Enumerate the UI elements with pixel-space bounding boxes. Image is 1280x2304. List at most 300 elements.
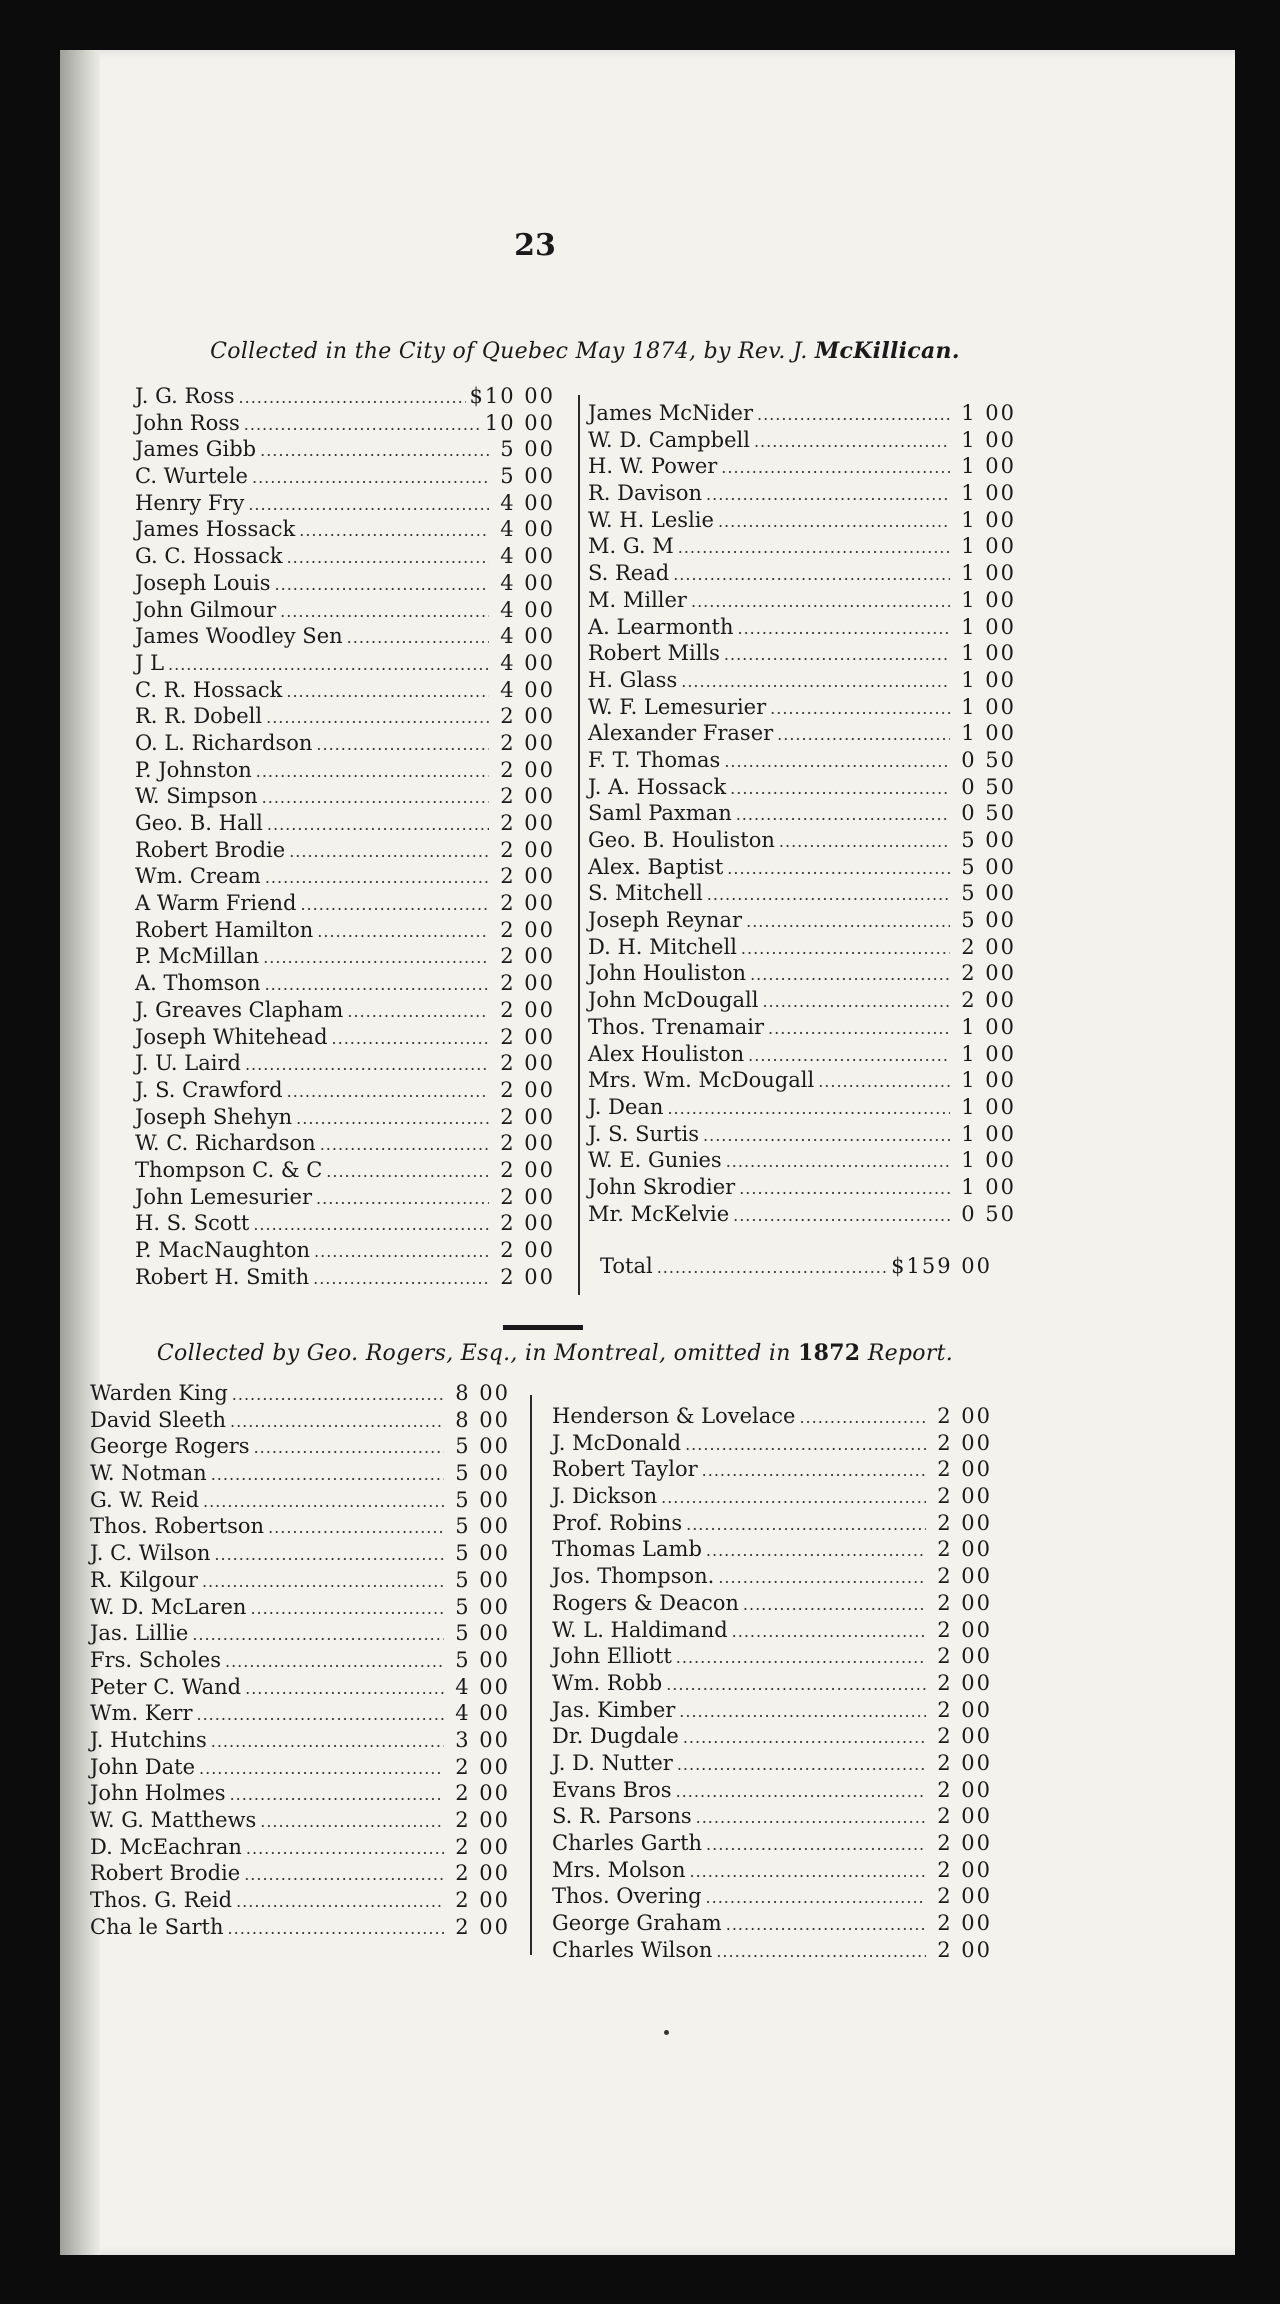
leader-dots: [245, 1676, 444, 1703]
leader-dots: [707, 882, 950, 909]
contribution-amount: 1 00: [961, 401, 1016, 425]
contributor-name: John Elliott: [552, 1644, 672, 1669]
contribution-amount: 2 00: [455, 1781, 510, 1806]
contributor-name: Geo. B. Hall: [135, 811, 263, 835]
leader-dots: [746, 909, 950, 936]
list-item: [135, 436, 555, 463]
list-item: [90, 1834, 510, 1861]
contribution-amount: 5 00: [500, 464, 555, 489]
list-item: [135, 570, 555, 597]
contributor-name: P. Johnston: [135, 757, 252, 782]
contribution-amount: 2 00: [500, 1077, 555, 1102]
contribution-amount: 1 00: [961, 1121, 1016, 1146]
contribution-amount: 1 00: [961, 454, 1016, 479]
list-item: [588, 614, 1016, 641]
contribution-amount: 1 00: [961, 1148, 1016, 1173]
contributor-name: Cha le Sarth: [90, 1914, 224, 1939]
contributor-name: Mrs. Wm. McDougall: [588, 1068, 815, 1093]
leader-dots: [754, 429, 950, 456]
list-item: [90, 1460, 510, 1487]
contributor-name: George Rogers: [90, 1434, 250, 1459]
leader-dots: [683, 1725, 926, 1752]
contributor-name: O. L. Richardson: [135, 730, 313, 755]
contribution-amount: 1 00: [961, 614, 1016, 639]
contribution-amount: 1 00: [961, 561, 1016, 586]
list-item: [135, 543, 555, 570]
contributor-name: Prof. Robins: [552, 1510, 683, 1535]
contributor-name: Alex Houliston: [588, 1041, 745, 1066]
leader-dots: [263, 945, 489, 972]
list-item: [588, 800, 1016, 827]
contribution-amount: 2 00: [500, 1211, 555, 1236]
contribution-amount: 1 00: [961, 587, 1016, 612]
list-item: [588, 774, 1016, 801]
list-item: [588, 934, 1016, 961]
list-item: [552, 1456, 992, 1483]
leader-dots: [225, 1649, 444, 1676]
contribution-amount: 2 00: [937, 1457, 992, 1482]
contribution-amount: 4 00: [500, 570, 555, 595]
leader-dots: [265, 865, 489, 892]
contributor-name: Robert Taylor: [552, 1457, 698, 1482]
contribution-amount: 2 00: [455, 1754, 510, 1779]
contribution-amount: 2 00: [500, 997, 555, 1022]
list-item: [588, 560, 1016, 587]
contribution-amount: 2 00: [961, 934, 1016, 959]
list-item: [135, 783, 555, 810]
list-item: [588, 720, 1016, 747]
leader-dots: [202, 1569, 444, 1596]
contribution-amount: 2 00: [500, 704, 555, 729]
leader-dots: [256, 759, 489, 786]
list-item: [90, 1754, 510, 1781]
contributor-name: Warden King: [90, 1381, 228, 1405]
contributor-name: John Date: [90, 1754, 196, 1779]
contributor-name: John Holmes: [90, 1781, 226, 1806]
list-item: [552, 1483, 992, 1510]
list-item: [552, 1403, 992, 1430]
section1-heading-collector: McKillican.: [814, 338, 960, 364]
contributor-name: John Gilmour: [135, 597, 277, 622]
contributor-name: Henderson & Lovelace: [552, 1404, 796, 1428]
contributor-name: James Woodley Sen: [135, 624, 343, 649]
leader-dots: [214, 1542, 444, 1569]
list-item: [135, 1184, 555, 1211]
contributor-name: Wm. Kerr: [90, 1701, 193, 1726]
leader-dots: [703, 1123, 950, 1150]
contribution-amount: 2 00: [500, 784, 555, 809]
list-item: [135, 757, 555, 784]
leader-dots: [661, 1485, 926, 1512]
contribution-amount: 2 00: [937, 1884, 992, 1909]
leader-dots: [244, 412, 481, 439]
list-item: [552, 1777, 992, 1804]
list-item: [552, 1697, 992, 1724]
leader-dots: [748, 1043, 950, 1070]
list-item: [552, 1910, 992, 1937]
list-item: [588, 987, 1016, 1014]
leader-dots: [260, 1809, 444, 1836]
contributor-name: Jos. Thompson.: [552, 1564, 715, 1589]
contributor-name: S. R. Parsons: [552, 1804, 692, 1829]
list-item: [90, 1594, 510, 1621]
list-item: [135, 1264, 555, 1291]
leader-dots: [347, 625, 489, 652]
leader-dots: [317, 919, 489, 946]
list-item: [588, 694, 1016, 721]
contributor-name: Thos. Robertson: [90, 1514, 265, 1539]
leader-dots: [266, 705, 489, 732]
contribution-amount: 0 50: [961, 747, 1016, 772]
leader-dots: [192, 1622, 444, 1649]
contribution-amount: 1 00: [961, 481, 1016, 506]
section1-left-column: [135, 383, 555, 1290]
contribution-amount: 2 00: [937, 1670, 992, 1695]
contributor-name: Thos. G. Reid: [90, 1888, 233, 1913]
contributor-name: Jas. Lillie: [90, 1621, 189, 1646]
list-item: [90, 1727, 510, 1754]
leader-dots: [316, 732, 489, 759]
contribution-amount: 5 00: [961, 854, 1016, 879]
list-item: [90, 1620, 510, 1647]
leader-dots: [296, 1106, 489, 1133]
contribution-amount: 4 00: [455, 1674, 510, 1699]
list-item: [588, 747, 1016, 774]
section2-right-column: [552, 1403, 992, 1963]
list-item: [588, 453, 1016, 480]
leader-dots: [230, 1782, 444, 1809]
contributor-name: J. S. Crawford: [135, 1077, 283, 1102]
contributor-name: J. C. Wilson: [90, 1541, 211, 1566]
contribution-amount: 1 00: [961, 1041, 1016, 1066]
leader-dots: [199, 1756, 444, 1783]
contribution-amount: 2 00: [500, 1264, 555, 1289]
leader-dots: [287, 545, 489, 572]
list-item: [90, 1807, 510, 1834]
list-item: [135, 863, 555, 890]
contribution-amount: 10 00: [484, 410, 555, 435]
contribution-amount: 2 00: [500, 1104, 555, 1129]
contributor-name: David Sleeth: [90, 1407, 226, 1432]
leader-dots: [727, 856, 950, 883]
contributor-name: Mrs. Molson: [552, 1857, 686, 1882]
leader-dots: [679, 1699, 926, 1726]
leader-dots: [743, 1592, 926, 1619]
list-item: [135, 730, 555, 757]
contributor-name: Robert Brodie: [135, 837, 286, 862]
contribution-amount: 2 00: [937, 1724, 992, 1749]
contributor-name: W. G. Matthews: [90, 1808, 257, 1832]
list-item: [90, 1407, 510, 1434]
list-item: [90, 1513, 510, 1540]
list-item: [135, 703, 555, 730]
list-item: [588, 1147, 1016, 1174]
leader-dots: [718, 509, 950, 536]
contribution-amount: 4 00: [500, 677, 555, 702]
leader-dots: [252, 465, 489, 492]
section2-heading: [140, 1340, 970, 1366]
list-item: [135, 1024, 555, 1051]
list-item: [552, 1430, 992, 1457]
contribution-amount: 2 00: [500, 917, 555, 942]
contribution-amount: 2 00: [937, 1564, 992, 1589]
list-item: [135, 490, 555, 517]
contribution-amount: 4 00: [500, 624, 555, 649]
leader-dots: [673, 562, 950, 589]
contributor-name: George Graham: [552, 1911, 722, 1936]
leader-dots: [250, 1596, 444, 1623]
contributor-name: Thomas Lamb: [552, 1537, 702, 1562]
contributor-name: John Lemesurier: [135, 1184, 313, 1209]
contributor-name: Thos. Trenamair: [588, 1014, 765, 1039]
contributor-name: W. E. Gunies: [588, 1148, 722, 1173]
leader-dots: [702, 1458, 926, 1485]
contributor-name: H. Glass: [588, 667, 678, 692]
leader-dots: [706, 1832, 926, 1859]
leader-dots: [287, 1079, 489, 1106]
contribution-amount: 2 00: [937, 1937, 992, 1962]
list-item: [552, 1563, 992, 1590]
leader-dots: [686, 1512, 926, 1539]
contributor-name: P. McMillan: [135, 944, 260, 969]
list-item: [135, 463, 555, 490]
leader-dots: [254, 1435, 444, 1462]
contribution-amount: 1 00: [961, 721, 1016, 746]
contribution-amount: 2 00: [500, 971, 555, 996]
list-item: [588, 507, 1016, 534]
contribution-amount: 2 00: [500, 864, 555, 889]
contributor-name: John Skrodier: [588, 1174, 736, 1199]
contribution-amount: 5 00: [455, 1461, 510, 1486]
contribution-amount: 1 00: [961, 427, 1016, 452]
leader-dots: [739, 1176, 950, 1203]
contributor-name: W. H. Leslie: [588, 507, 714, 532]
contributor-name: H. S. Scott: [135, 1211, 250, 1236]
section1-heading: [185, 338, 985, 364]
contribution-amount: 5 00: [455, 1621, 510, 1646]
leader-dots: [779, 829, 950, 856]
leader-dots: [691, 589, 950, 616]
list-item: [135, 1077, 555, 1104]
leader-dots: [685, 1432, 926, 1459]
contribution-amount: 1 00: [961, 1014, 1016, 1039]
leader-dots: [239, 385, 466, 412]
contribution-amount: 2 00: [500, 1131, 555, 1156]
contribution-amount: 1 00: [961, 1094, 1016, 1119]
leader-dots: [706, 482, 950, 509]
leader-dots: [267, 812, 489, 839]
contributor-name: Mr. McKelvie: [588, 1201, 730, 1226]
list-item: [135, 650, 555, 677]
contributor-name: S. Mitchell: [588, 881, 703, 906]
contribution-amount: 8 00: [455, 1407, 510, 1432]
list-item: [588, 427, 1016, 454]
contribution-amount: 2 00: [937, 1697, 992, 1722]
contribution-amount: 5 00: [455, 1647, 510, 1672]
contributor-name: Joseph Whitehead: [135, 1024, 328, 1049]
list-item: [135, 1130, 555, 1157]
section1-heading-text: Collected in the City of Quebec May 1874, by Rev. J.: [210, 339, 815, 364]
total-label: Total: [600, 1254, 653, 1278]
leader-dots: [299, 518, 489, 545]
list-item: [90, 1674, 510, 1701]
leader-dots: [762, 989, 950, 1016]
leader-dots: [326, 1159, 489, 1186]
list-item: [135, 1050, 555, 1077]
contributor-name: A. Thomson: [135, 971, 261, 996]
list-item: [552, 1803, 992, 1830]
list-item: [588, 1067, 1016, 1094]
contribution-amount: 2 00: [455, 1834, 510, 1859]
section1-column-divider: [578, 395, 580, 1295]
leader-dots: [211, 1729, 444, 1756]
list-item: [588, 1121, 1016, 1148]
contribution-amount: 4 00: [500, 650, 555, 675]
contributor-name: James McNider: [588, 401, 753, 425]
list-item: [588, 880, 1016, 907]
contribution-amount: 2 00: [937, 1911, 992, 1936]
contribution-amount: 4 00: [500, 597, 555, 622]
list-item: [90, 1780, 510, 1807]
contribution-amount: 2 00: [937, 1430, 992, 1455]
contributor-name: M. Miller: [588, 587, 687, 612]
section2-heading-year: 1872: [797, 1340, 861, 1366]
list-item: [552, 1643, 992, 1670]
page-number: 23: [514, 228, 556, 263]
leader-dots: [314, 1239, 489, 1266]
contribution-amount: 2 00: [455, 1861, 510, 1886]
list-item: [90, 1567, 510, 1594]
leader-dots: [738, 616, 951, 643]
list-item: [588, 400, 1016, 427]
leader-dots: [265, 972, 489, 999]
contribution-amount: 0 50: [961, 774, 1016, 799]
contribution-amount: 2 00: [937, 1777, 992, 1802]
contributor-name: W. Notman: [90, 1461, 207, 1486]
list-item: [588, 907, 1016, 934]
list-item: [135, 516, 555, 543]
list-item: [135, 997, 555, 1024]
contributor-name: J. McDonald: [552, 1430, 682, 1455]
contributor-name: A. Learmonth: [588, 614, 734, 639]
total-leader-dots: [657, 1255, 887, 1282]
leader-dots: [732, 1619, 926, 1646]
leader-dots: [724, 749, 950, 776]
contributor-name: A Warm Friend: [135, 891, 297, 916]
list-item: [90, 1914, 510, 1941]
contributor-name: Frs. Scholes: [90, 1647, 221, 1672]
leader-dots: [347, 999, 489, 1026]
list-item: [135, 1237, 555, 1264]
list-item: [588, 640, 1016, 667]
list-item: [552, 1510, 992, 1537]
leader-dots: [768, 1016, 950, 1043]
leader-dots: [724, 642, 950, 669]
contribution-amount: 5 00: [961, 881, 1016, 906]
contribution-amount: 2 00: [937, 1590, 992, 1615]
list-item: [552, 1670, 992, 1697]
contribution-amount: 5 00: [961, 908, 1016, 933]
contributor-name: R. Davison: [588, 481, 703, 506]
leader-dots: [770, 696, 950, 723]
leader-dots: [248, 492, 489, 519]
leader-dots: [726, 1149, 950, 1176]
leader-dots: [246, 1836, 444, 1863]
list-item: [588, 667, 1016, 694]
contribution-amount: 2 00: [500, 837, 555, 862]
contributor-name: D. McEachran: [90, 1834, 242, 1859]
leader-dots: [286, 679, 489, 706]
contribution-amount: 2 00: [937, 1644, 992, 1669]
contributor-name: G. W. Reid: [90, 1487, 200, 1512]
contribution-amount: 2 00: [500, 1238, 555, 1262]
contributor-name: Alexander Fraser: [588, 721, 774, 746]
contribution-amount: 2 00: [961, 961, 1016, 986]
contribution-amount: 4 00: [455, 1701, 510, 1726]
leader-dots: [245, 1052, 489, 1079]
contribution-amount: 2 00: [937, 1617, 992, 1642]
contributor-name: John McDougall: [588, 988, 759, 1013]
contributor-name: J. Hutchins: [90, 1727, 207, 1752]
list-item: [588, 1174, 1016, 1201]
contributor-name: C. R. Hossack: [135, 677, 283, 702]
leader-dots: [268, 1515, 444, 1542]
page-speck: [664, 2030, 669, 2035]
contributor-name: S. Read: [588, 561, 670, 586]
list-item: [90, 1887, 510, 1914]
contribution-amount: 5 00: [455, 1594, 510, 1619]
leader-dots: [244, 1862, 444, 1889]
contribution-amount: 2 00: [500, 811, 555, 835]
list-item: [552, 1830, 992, 1857]
leader-dots: [750, 962, 950, 989]
contributor-name: W. L. Haldimand: [552, 1617, 728, 1642]
leader-dots: [818, 1069, 950, 1096]
list-item: [588, 533, 1016, 560]
leader-dots: [706, 1538, 926, 1565]
list-item: [135, 1210, 555, 1237]
contributor-name: Dr. Dugdale: [552, 1724, 679, 1749]
list-item: [588, 827, 1016, 854]
list-item: [552, 1590, 992, 1617]
total-amount: $159 00: [891, 1254, 992, 1278]
contributor-name: J. U. Laird: [135, 1051, 241, 1076]
leader-dots: [168, 652, 489, 679]
contribution-amount: 2 00: [500, 730, 555, 755]
contributor-name: G. C. Hossack: [135, 544, 283, 569]
list-item: [90, 1380, 510, 1407]
contributor-name: J. Dean: [588, 1094, 664, 1119]
contributor-name: Joseph Louis: [135, 570, 271, 595]
contribution-amount: 2 00: [937, 1750, 992, 1775]
contribution-amount: 2 00: [937, 1857, 992, 1882]
contribution-amount: 2 00: [937, 1831, 992, 1855]
leader-dots: [260, 438, 489, 465]
contributor-name: Wm. Robb: [552, 1670, 663, 1695]
leader-dots: [799, 1405, 926, 1432]
list-item: [135, 970, 555, 997]
leader-dots: [677, 1752, 926, 1779]
list-item: [90, 1700, 510, 1727]
contribution-amount: 4 00: [500, 517, 555, 542]
contribution-amount: 8 00: [455, 1381, 510, 1405]
section2-heading-text: Collected by Geo. Rogers, Esq., in Montreal, omitted in: [156, 1341, 798, 1366]
contribution-amount: 2 00: [455, 1888, 510, 1913]
leader-dots: [736, 802, 950, 829]
contribution-amount: 0 50: [961, 801, 1016, 826]
leader-dots: [676, 1645, 926, 1672]
leader-dots: [718, 1565, 926, 1592]
